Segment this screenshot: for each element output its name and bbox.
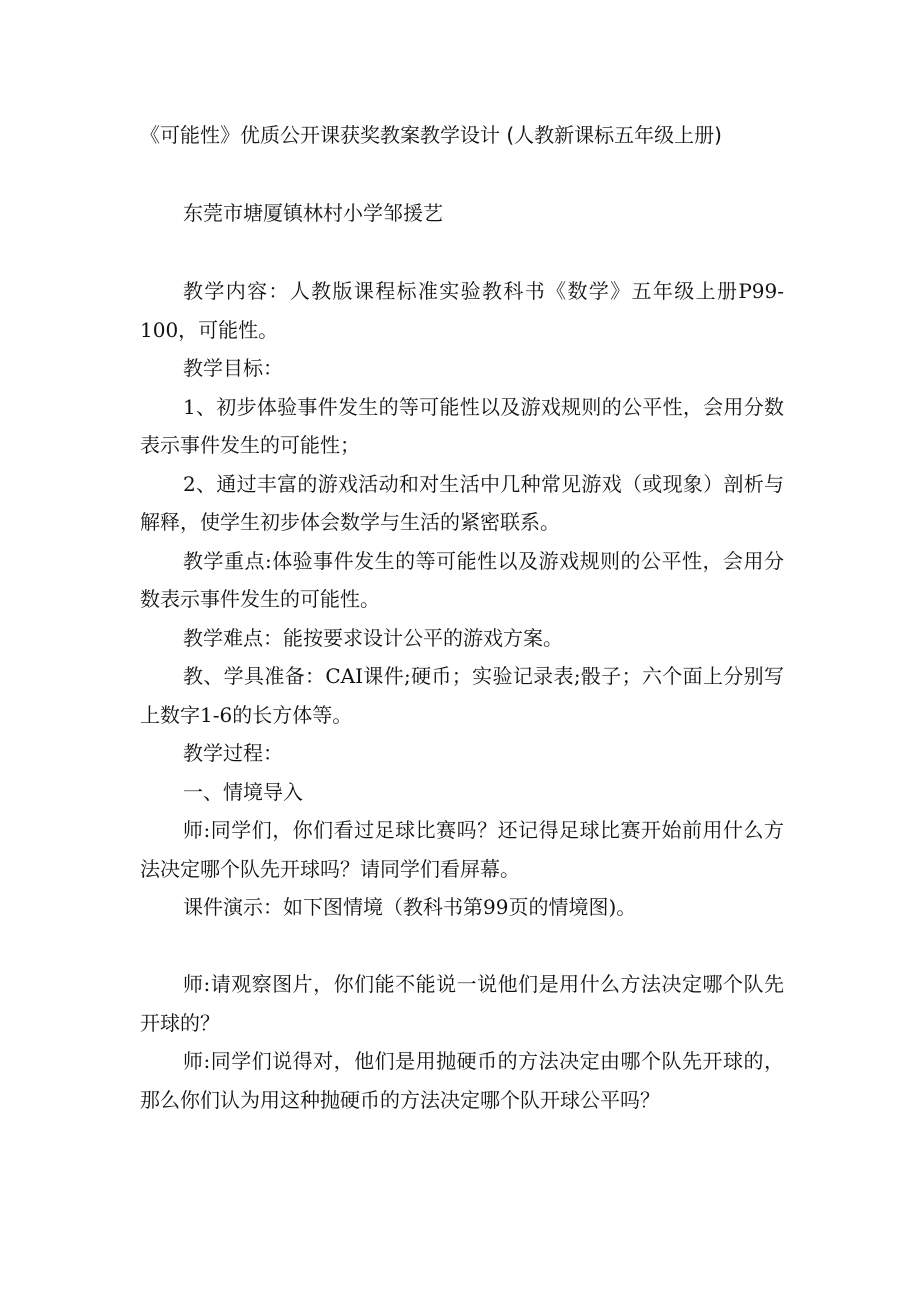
paragraph-objectives-heading: 教学目标： [183,356,283,380]
document-title: 《可能性》优质公开课获奖教案教学设计 (人教新课标五年级上册) [140,123,722,147]
paragraph-demo: 课件演示：如下图情境（教科书第99页的情境图)。 [183,895,637,919]
document-author: 东莞市塘厦镇林村小学邹援艺 [183,201,443,225]
paragraph-teacher-3: 师:同学们说得对，他们是用抛硬币的方法决定由哪个队先开球的，那么你们认为用这种抛硬币的方法决定哪个队开球公平吗？ [140,1049,784,1112]
paragraph-objective-2: 2、通过丰富的游戏活动和对生活中几种常见游戏（或现象）剖析与解释，使学生初步体会数学与生活的紧密联系。 [140,471,784,534]
paragraph-materials: 教、学具准备：CAI课件;硬币；实验记录表;骰子；六个面上分别写上数字1-6的长方体等。 [140,664,784,727]
paragraph-teacher-1: 师:同学们，你们看过足球比赛吗？还记得足球比赛开始前用什么方法决定哪个队先开球吗？请同学们看屏幕。 [140,818,784,881]
document-body [140,272,784,1119]
paragraph-objective-1: 1、初步体验事件发生的等可能性以及游戏规则的公平性，会用分数表示事件发生的可能性； [140,394,784,457]
paragraph-section-1-heading: 一、情境导入 [183,779,303,804]
paragraph-difficulties: 教学难点：能按要求设计公平的游戏方案。 [183,625,563,650]
paragraph-teaching-content: 教学内容：人教版课程标准实验教科书《数学》五年级上册P99-100，可能性。 [140,279,784,342]
paragraph-key-points: 教学重点:体验事件发生的等可能性以及游戏规则的公平性，会用分数表示事件发生的可能性。 [140,548,784,611]
paragraph-process-heading: 教学过程： [183,741,283,765]
paragraph-teacher-2: 师:请观察图片，你们能不能说一说他们是用什么方法决定哪个队先开球的？ [140,972,784,1035]
